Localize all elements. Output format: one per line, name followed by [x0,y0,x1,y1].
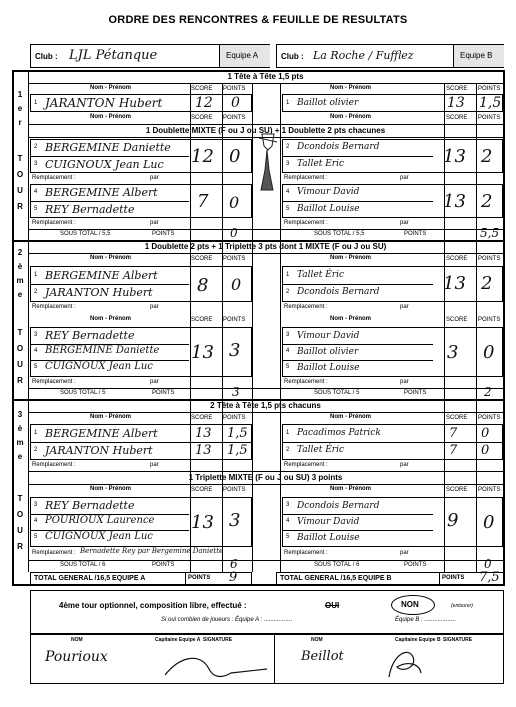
t3-b-triplette: 3 4 5 Dcondois Bernard Vimour David Baillot Louise 9 0 [282,497,503,547]
equipe-a-label: Equipe A [226,51,259,60]
t1-col-score-a: SCORE [191,86,213,92]
tour1-section1-title: 1 Tête à Tête 1,5 pts [227,72,304,81]
optional-tour-text: 4ème tour optionnel, composition libre, effectué : [59,601,247,610]
t1-col-nom-a: Nom - Prénom [90,85,132,91]
club-b-box [276,44,504,68]
club-b-label: Club : [281,52,304,61]
trophy-doodle-icon [254,130,280,194]
club-b-name: La Roche / Fufflez [313,49,414,62]
total-b-row: TOTAL GENERAL /16,5 EQUIPE B POINTS 7,5 [276,572,504,586]
t1-a-doublette1: 2 3 BERGEMINE Daniette CUIGNOUX Jean Luc 12 0 [30,139,252,173]
total-a-row: TOTAL GENERAL /16,5 EQUIPE A POINTS 9 [30,572,252,586]
t1-col-nom-b: Nom - Prénom [330,85,372,91]
t3-a-triplette: 3 4 5 REY Bernadette POURIOUX Laurence CUIGNOUX Jean Luc 13 3 [30,497,252,547]
club-a-label: Club : [35,52,58,61]
tour1-section2-title: 1 Doublette MIXTE (F ou J ou SU) + 1 Doublette 2 pts chacunes [145,126,386,135]
equipe-a-cell [219,45,270,67]
signatures-box: NOM Capitaine Equipe A SIGNATURE NOM Capitaine Equipe B SIGNATURE Pourioux Beillot [30,634,504,684]
oui-option: OUI [325,601,340,610]
non-circle: NON [391,595,435,615]
tour3-section2-title: 1 Triplette MIXTE (F ou J ou SU) 3 points [188,473,343,482]
t1-b-row1: 1 Baillot olivier 13 1,5 [282,94,503,112]
t1-b-doublette2: 4 5 Vimour David Baillot Louise 13 2 [282,184,503,218]
club-a-box [30,44,270,68]
captain-a-name: Pourioux [45,649,108,665]
t3-subtotal-b: 0 [484,557,492,571]
t2-a-triplette: 3 4 5 REY Bernadette BERGEMINE Daniette CUIGNOUX Jean Luc 13 3 [30,327,252,377]
t1-subtotal-b: 5,5 [480,226,500,240]
t1-b-doublette1: 2 3 Dcondois Bernard Tallet Eric 13 2 [282,139,503,173]
t3-a-replacement: Bernadette Rey par Bergemine Daniette [80,547,224,555]
t2-subtotal-b: 2 [484,385,492,399]
t1-subtotal-a: 0 [230,226,238,240]
t3-subtotal-a: 6 [230,557,238,571]
captain-b-name: Beillot [301,649,344,664]
optional-tour-box: 4ème tour optionnel, composition libre, effectué : OUI NON (entourer) Si oui combien de joueurs : Équipe A : ................. Équipe B : ................... [30,590,504,634]
signature-b-mark [383,643,427,683]
club-a-name: LJL Pétanque [69,48,158,63]
tour3-section1-title: 2 Tête à Tête 1,5 pts chacuns [210,401,321,410]
t3-a-tete-a-tete: 1 2 BERGEMINE Albert JARANTON Hubert 13 1,5 13 1,5 [30,424,252,460]
t1-a-row1: 1 JARANTON Hubert 12 0 [30,94,252,112]
tour2-section1-title: 1 Doublette 2 pts + 1 Triplette 3 pts dont 1 MIXTE (F ou J ou SU) [144,242,387,251]
t2-a-doublette: 1 2 BERGEMINE Albert JARANTON Hubert 8 0 [30,266,252,302]
t1-col-points-a: POINTS [223,86,246,92]
equipe-b-cell [453,45,504,67]
t2-b-triplette: 3 4 5 Vimour David Baillot olivier Baillot Louise 3 0 [282,327,503,377]
t1-col-points-b: POINTS [478,86,501,92]
t1-a-doublette2: 4 5 BERGEMINE Albert REY Bernadette 7 0 [30,184,252,218]
t1-col-score-b: SCORE [446,86,468,92]
equipe-b-label: Equipe B [460,51,493,60]
total-a-value: 9 [229,570,238,585]
t2-b-doublette: 1 2 Tallet Éric Dcondois Bernard 13 2 [282,266,503,302]
page-title: ORDRE DES RENCONTRES & FEUILLE DE RESULTATS [108,14,408,26]
signature-a-mark [161,645,271,683]
t3-b-tete-a-tete: 1 2 Pacadimos Patrick Tallet Éric 7 0 7 0 [282,424,503,460]
total-b-value: 7,5 [479,570,500,585]
t2-subtotal-a: 3 [232,385,240,399]
